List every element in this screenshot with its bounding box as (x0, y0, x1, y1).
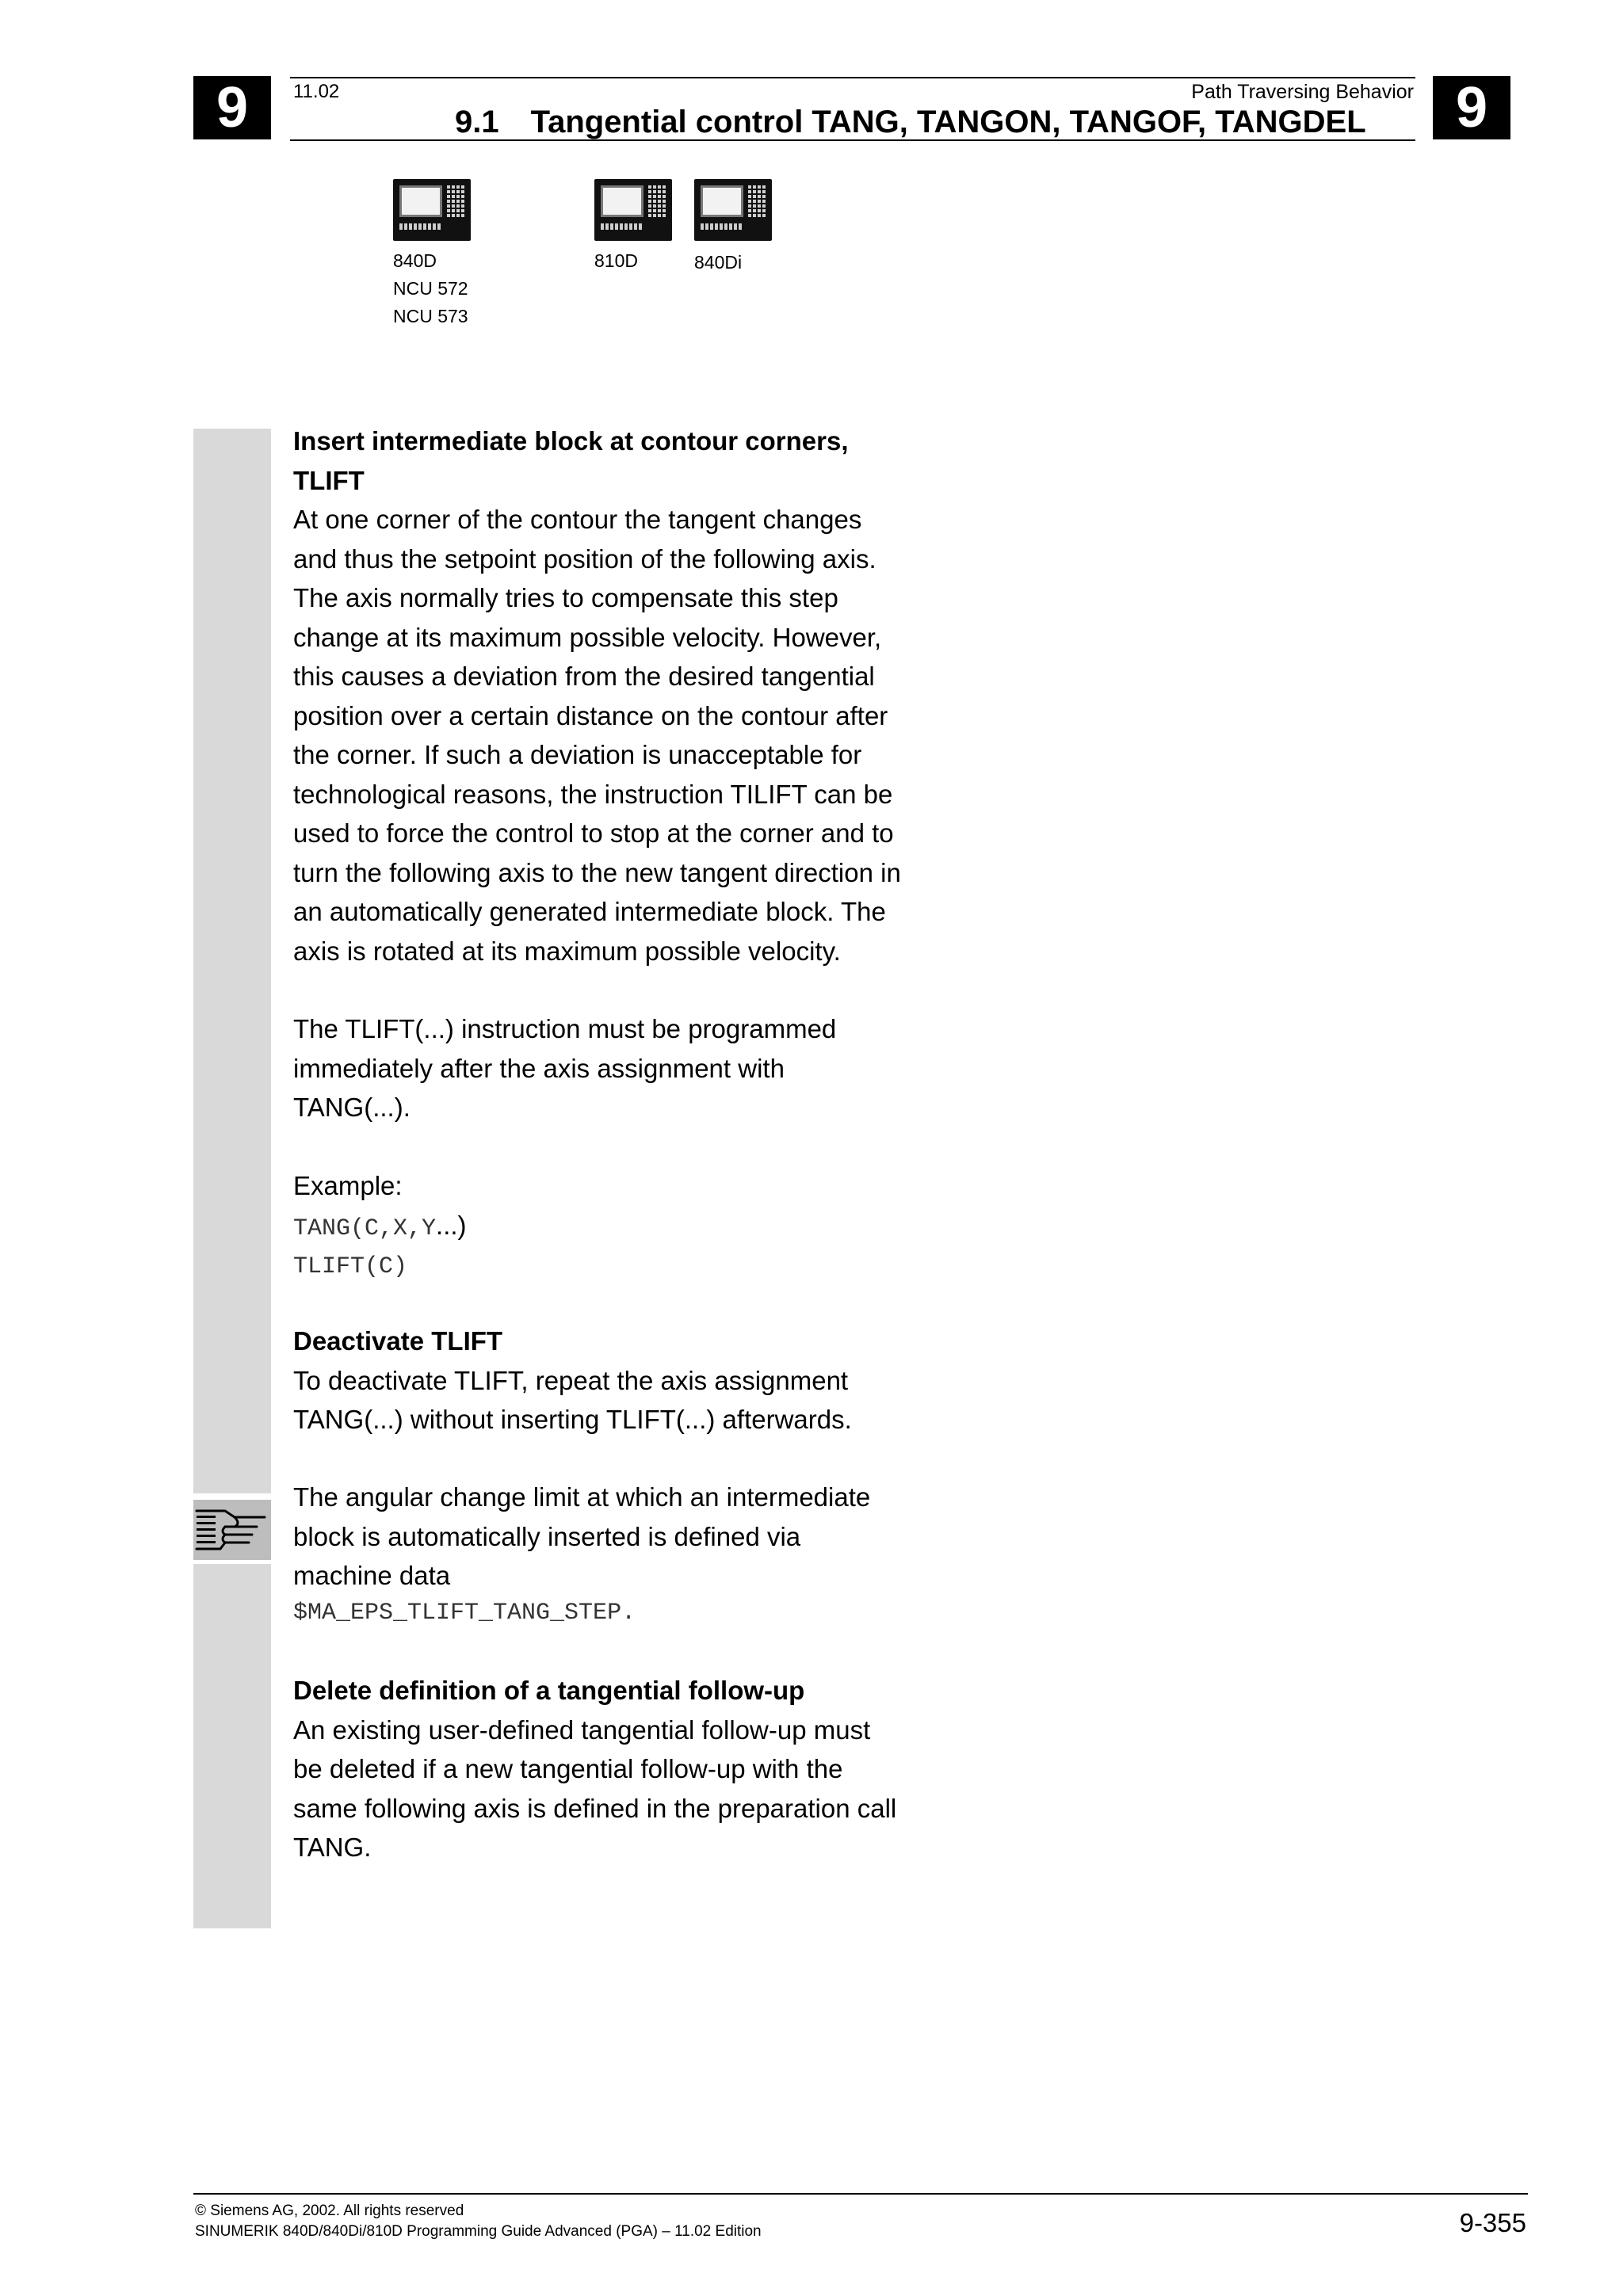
text-line: turn the following axis to the new tangent direction in (293, 857, 901, 887)
deactivate-section (293, 1322, 959, 1440)
paragraph (293, 1009, 959, 1127)
text-line: used to force the control to stop at the corner and to (293, 818, 894, 848)
text-line: TANG(...) without inserting TLIFT(...) afterwards. (293, 1405, 852, 1434)
margin-bar (193, 1564, 271, 1928)
page-title (455, 105, 1366, 139)
text-line: block is automatically inserted is defined via (293, 1521, 801, 1551)
section-title-text: Tangential control TANG, TANGON, TANGOF, TANGDEL (530, 105, 1366, 139)
text-line: The TLIFT(...) instruction must be programmed (293, 1014, 837, 1043)
text-line: The angular change limit at which an intermediate (293, 1482, 871, 1512)
footer-copyright: © Siemens AG, 2002. All rights reserved (195, 2203, 464, 2219)
control-label (393, 247, 471, 330)
text-line: axis is rotated at its maximum possible velocity. (293, 936, 841, 966)
control-840d (393, 179, 471, 330)
control-label-line: 840Di (694, 252, 743, 273)
note-section (293, 1478, 959, 1630)
section-number: 9.1 (455, 105, 499, 139)
header-top-rule (290, 77, 1415, 78)
header-section-name: Path Traversing Behavior (1191, 81, 1414, 103)
text-line: and thus the setpoint position of the following axis. (293, 543, 876, 574)
text-line: At one corner of the contour the tangent changes (293, 505, 862, 534)
text-line: TANG(...). (293, 1093, 411, 1122)
text-line: immediately after the axis assignment with (293, 1053, 785, 1083)
control-panel-icon (594, 179, 672, 241)
example-label: Example: (293, 1171, 403, 1200)
text-line: machine data (293, 1561, 451, 1590)
control-label-line: 840D (393, 250, 437, 271)
footer-rule (193, 2193, 1528, 2195)
code-text-suffix: ...) (436, 1210, 467, 1240)
control-label (694, 249, 772, 277)
code-line (293, 1206, 959, 1249)
code-text: TANG(C,X,Y (293, 1215, 437, 1242)
chapter-number-box: 9 (193, 76, 271, 139)
delete-section (293, 1671, 959, 1867)
section-heading: Deactivate TLIFT (293, 1326, 503, 1356)
text-line: this causes a deviation from the desired tangential (293, 662, 875, 691)
text-line: same following axis is defined in the preparation call (293, 1793, 897, 1823)
header-date: 11.02 (293, 81, 340, 102)
control-panel-icon (393, 179, 471, 241)
footer-publication: SINUMERIK 840D/840Di/810D Programming Guide Advanced (PGA) – 11.02 Edition (195, 2223, 762, 2240)
text-line: an automatically generated intermediate block. The (293, 897, 886, 926)
control-label-line: 810D (594, 250, 638, 271)
section-heading: Insert intermediate block at contour corners, (293, 426, 849, 456)
text-line: position over a certain distance on the contour after (293, 700, 888, 730)
machine-data-code: $MA_EPS_TLIFT_TANG_STEP. (293, 1599, 636, 1627)
control-label-line: NCU 573 (393, 306, 468, 326)
text-line: An existing user-defined tangential follow-up must (293, 1714, 871, 1745)
section-heading: Delete definition of a tangential follow-up (293, 1676, 805, 1705)
code-line: TLIFT(C) (293, 1253, 408, 1280)
text-line: TANG. (293, 1833, 372, 1862)
header-bottom-rule (290, 139, 1415, 141)
paragraph (293, 500, 959, 971)
tlift-section (293, 421, 959, 971)
text-line: To deactivate TLIFT, repeat the axis assignment (293, 1365, 849, 1395)
control-label (594, 247, 672, 275)
section-heading: TLIFT (293, 465, 365, 495)
text-line: change at its maximum possible velocity. However, (293, 622, 882, 652)
control-840di (694, 179, 772, 277)
page-number: 9-355 (1459, 2208, 1526, 2237)
text-line: the corner. If such a deviation is unacceptable for (293, 740, 862, 769)
control-810d (594, 179, 672, 275)
pointing-hand-icon (193, 1500, 271, 1560)
control-label-line: NCU 572 (393, 278, 468, 299)
chapter-number-box: 9 (1433, 76, 1510, 139)
text-line: technological reasons, the instruction TILIFT can be (293, 779, 893, 809)
margin-bar (193, 429, 271, 1493)
example-block (293, 1166, 959, 1285)
control-panel-icon (694, 179, 772, 241)
text-line: The axis normally tries to compensate this step (293, 583, 838, 612)
text-line: be deleted if a new tangential follow-up with the (293, 1754, 843, 1783)
